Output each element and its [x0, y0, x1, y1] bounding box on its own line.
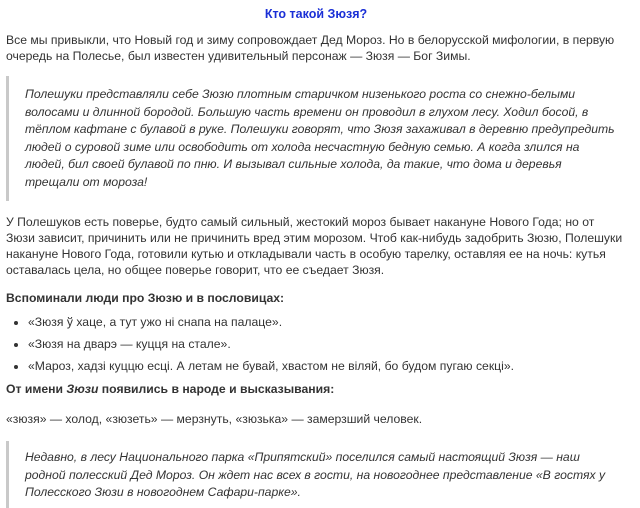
sayings-heading: Вспоминали люди про Зюзю и в пословицах:: [6, 291, 285, 305]
sayings-list: [6, 314, 626, 374]
intro-paragraph: Все мы привыкли, что Новый год и зиму сопровождает Дед Мороз. Но в белорусской мифологии, в первую очередь на Полесье, был известен удивительный персонаж — Зюзя — Бог Зимы.: [6, 33, 615, 63]
expressions-heading: [6, 381, 626, 397]
expressions-heading-prefix: От имени: [6, 382, 67, 396]
quote-park-text: Недавно, в лесу Национального парка «Припятский» поселился самый настоящий Зюзя — наш родной полесский Дед Мороз. Он ждет нас всех в гости, на новогоднее представление «В гостях у Полесского Зюзи в новогоднем Сафари-парке».: [25, 450, 606, 499]
quote-description-text: Полешуки представляли себе Зюзю плотным старичком низенького роста со снежно-белыми волосами и длинной бородой. Большую часть времени он проводил в глухом лесу. Ходил босой, в тёплом кафтане с булавой в руке. Полешуки говорят, что Зюзя захаживал в деревню предупредить людей о суровой зиме или освободить от холода несчастную бедную семью. А когда злился на людей, бил своей булавой по пню. И вызывал сильные холода, да такие, что дома и деревья трещали от мороза!: [25, 87, 615, 189]
list-item: • «Зюзя ў хаце, а тут ужо ні снапа на палаце».: [28, 314, 626, 330]
list-item: • «Мароз, хадзі куццю есці. А летам не бувай, хвастом не віляй, бо будом пугаю секці».: [28, 358, 626, 374]
expressions-heading-name: Зюзи: [66, 382, 99, 396]
quote-description: [6, 76, 626, 201]
quote-park: [6, 441, 626, 508]
expressions-heading-suffix: появились в народе и высказывания:: [98, 382, 335, 396]
article-title: Кто такой Зюзя?: [264, 7, 368, 21]
list-item: • «Зюзя на дварэ — куцця на стале».: [28, 336, 626, 352]
expressions-paragraph: «зюзя» — холод, «зюзеть» — мерзнуть, «зюзька» — замерзший человек.: [6, 412, 423, 426]
belief-paragraph: У Полешуков есть поверье, будто самый сильный, жестокий мороз бывает накануне Нового Года; но от Зюзи зависит, причинить или не причинить вред этим морозом. Чтоб как-нибудь задобрить Зюзю, Полешуки накануне Нового Года, готовили кутью и откладывали часть в особую тарелку, оставляя ее на ночь: кутья оставалась цела, но общее поверье говорит, что ее съедает Зюзя.: [6, 215, 623, 277]
